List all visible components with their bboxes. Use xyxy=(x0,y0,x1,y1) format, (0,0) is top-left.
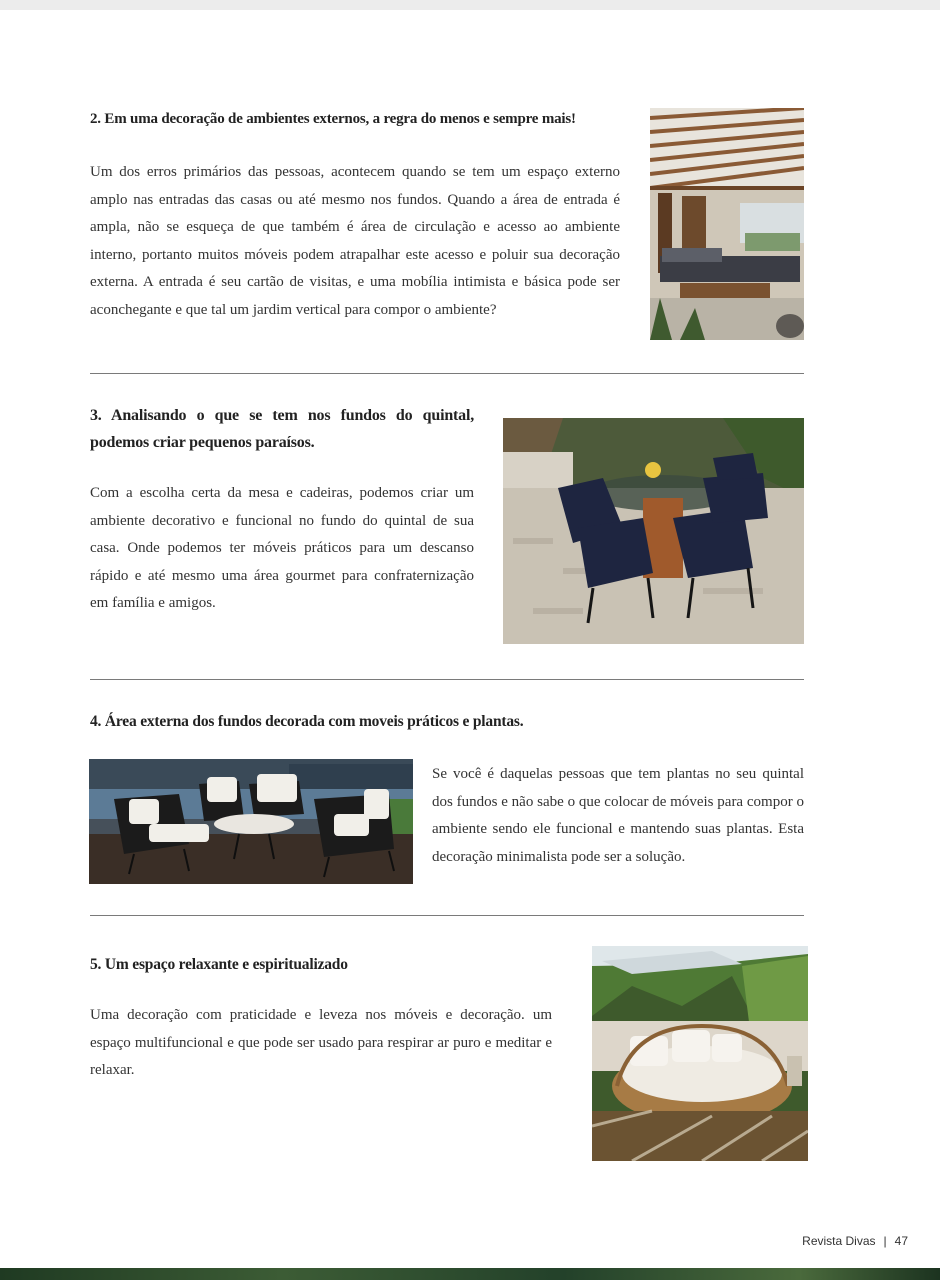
divider-1 xyxy=(90,373,804,374)
section-5-photo-daybed xyxy=(592,946,808,1161)
section-4-photo-lounge-chairs xyxy=(89,759,413,884)
top-edge xyxy=(0,0,940,10)
section-3-photo-dining-set xyxy=(503,418,804,644)
section-2-body: Um dos erros primários das pessoas, acontecem quando se tem um espaço externo amplo nas entradas das casas ou até mesmo nos fundos. Quando a área de entrada é ampla, não se esqueça de que também é área de circulação e acesso ao ambiente interno, portanto muitos móveis podem atrapalhar este acesso e poluir sua decoração externa. A entrada é seu cartão de visitas, e uma mobília intimista e básica pode ser aconchegante e que tal um jardim vertical para compor o ambiente? xyxy=(90,164,620,318)
section-4-heading-wrap xyxy=(90,708,804,735)
section-2 xyxy=(90,106,620,324)
section-2-heading: 2. Em uma decoração de ambientes externos, a regra do menos e sempre mais! xyxy=(90,111,576,127)
divider-2 xyxy=(90,679,804,680)
page-number: 47 xyxy=(894,1234,908,1248)
section-3 xyxy=(90,402,474,618)
footer-separator: | xyxy=(883,1234,887,1248)
bottom-edge-photo-strip xyxy=(0,1268,940,1280)
section-3-body: Com a escolha certa da mesa e cadeiras, podemos criar um ambiente decorativo e funcional no fundo do quintal de sua casa. Onde podemos ter móveis práticos para um descanso rápido e até mesmo uma área gourmet para confraternização em família e amigos. xyxy=(90,485,474,611)
section-4-body: Se você é daquelas pessoas que tem plantas no seu quintal dos fundos e não sabe o que colocar de móveis para compor o ambiente sendo ele funcional e mantendo suas plantas. Esta decoração minimalista pode ser a solução. xyxy=(432,766,804,865)
section-5-body: Uma decoração com praticidade e leveza nos móveis e decoração. um espaço multifuncional e que pode ser usado para respirar ar puro e meditar e relaxar. xyxy=(90,1007,552,1078)
section-5-heading: 5. Um espaço relaxante e espiritualizado xyxy=(90,956,348,973)
section-5 xyxy=(90,951,552,1085)
section-4-body-wrap xyxy=(432,761,804,871)
page-footer xyxy=(802,1234,908,1248)
magazine-name: Revista Divas xyxy=(802,1234,876,1248)
section-3-heading: 3. Analisando o que se tem nos fundos do quintal, podemos criar pequenos paraísos. xyxy=(90,407,474,451)
section-4-heading: 4. Área externa dos fundos decorada com moveis práticos e plantas. xyxy=(90,713,524,730)
divider-3 xyxy=(90,915,804,916)
section-2-photo-pergola-lounge xyxy=(650,108,804,340)
